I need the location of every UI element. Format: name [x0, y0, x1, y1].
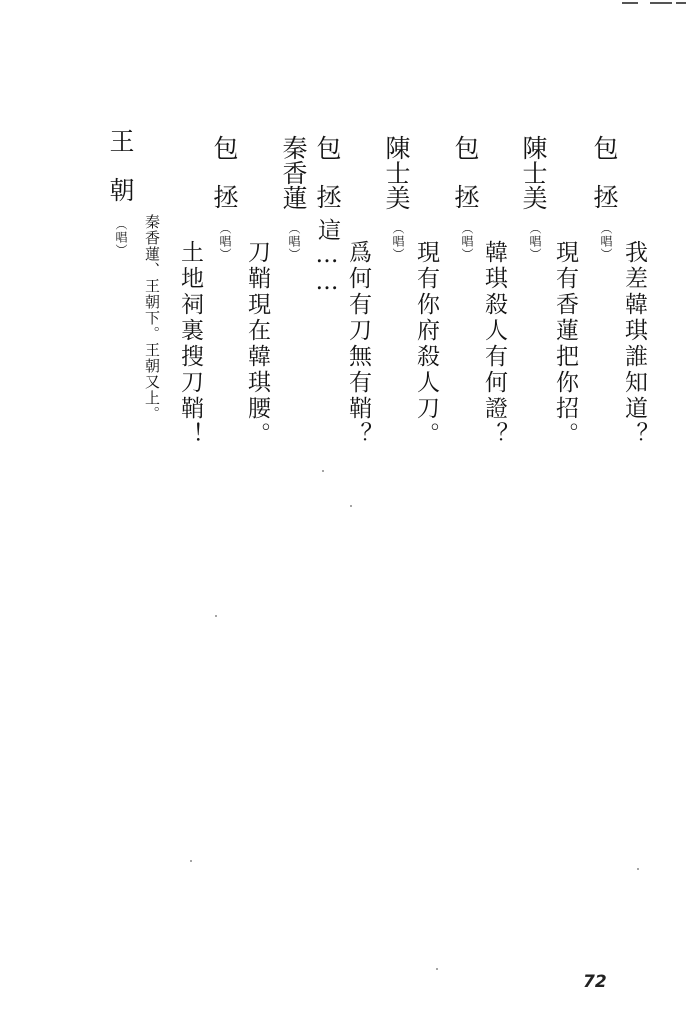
speaker-name: 陳士美	[519, 135, 548, 210]
scan-speck	[350, 505, 352, 507]
speaker-name: 陳士美	[382, 135, 411, 210]
speaker-name: 王朝	[106, 128, 135, 226]
dialogue-line: 韓琪殺人有何證？	[481, 240, 507, 448]
scan-speck	[436, 968, 438, 970]
scan-speck	[637, 868, 639, 870]
dialogue-line: 爲何有刀無有鞘？	[345, 240, 371, 448]
header-rule	[650, 2, 672, 4]
scan-speck	[190, 860, 192, 862]
stage-note: （唱）	[114, 218, 128, 257]
dialogue-line: 現有香蓮把你招。	[552, 240, 578, 448]
dialogue-line: 土地祠裏搜刀鞘！	[177, 240, 203, 448]
speaker-name: 秦香蓮	[279, 135, 308, 210]
speaker-name: 包拯	[313, 135, 342, 233]
scan-speck	[215, 615, 217, 617]
speaker-name: 包拯	[451, 135, 480, 233]
dialogue-line: 我差韓琪誰知道？	[621, 240, 647, 448]
stage-direction: 秦香蓮、王朝下。王朝又上。	[143, 214, 161, 422]
dialogue-line: 現有你府殺人刀。	[413, 240, 439, 448]
page-number: 72	[583, 972, 607, 992]
header-rule	[622, 2, 638, 4]
speaker-name: 包拯	[210, 135, 239, 233]
header-rule	[676, 2, 686, 4]
stage-note: （唱）	[218, 222, 232, 261]
stage-note: （唱）	[287, 222, 301, 261]
dialogue-line: 這……	[314, 218, 340, 296]
stage-note: （唱）	[460, 222, 474, 261]
dialogue-line: 刀鞘現在韓琪腰。	[244, 240, 270, 448]
stage-note: （唱）	[528, 222, 542, 261]
speaker-name: 包拯	[590, 135, 619, 233]
stage-note: （唱）	[599, 222, 613, 261]
scan-speck	[322, 470, 324, 472]
stage-note: （唱）	[391, 222, 405, 261]
